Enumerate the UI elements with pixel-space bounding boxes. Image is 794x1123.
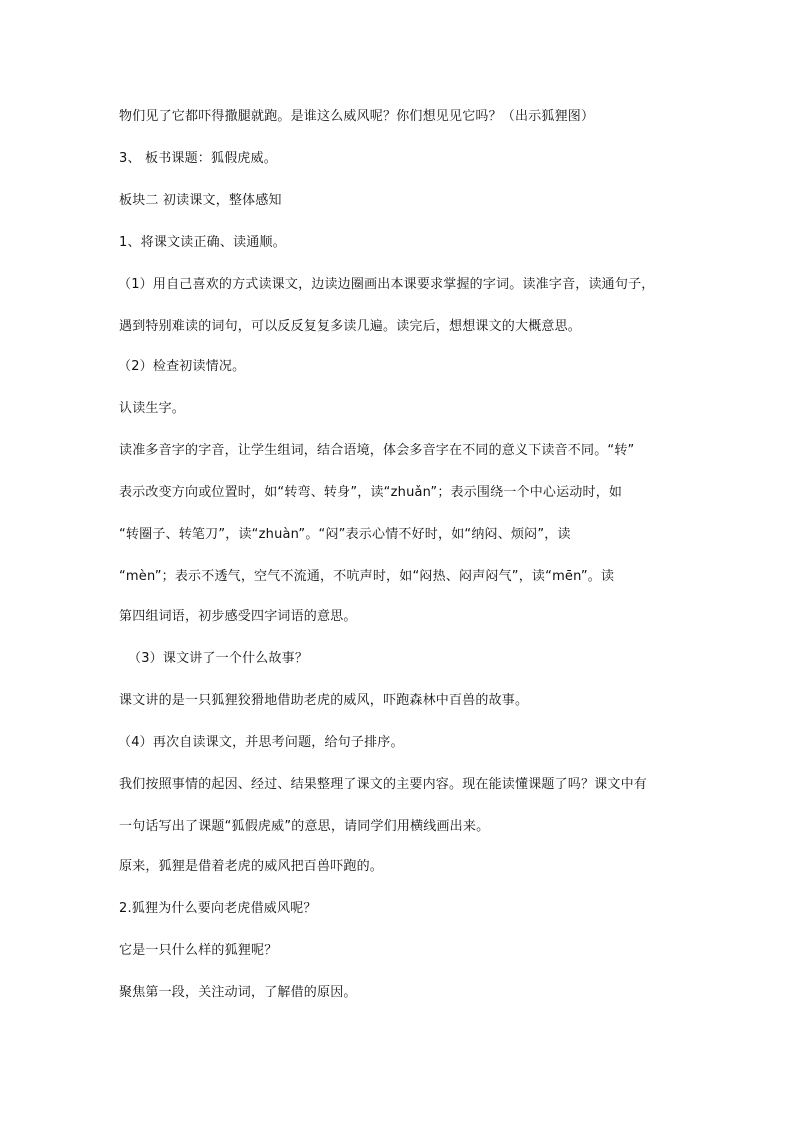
text-line-18: 一句话写出了课题“狐假虎威”的意思，请同学们用横线画出来。: [119, 819, 490, 834]
text-line-22: 聚焦第一段，关注动词，了解借的原因。: [119, 985, 357, 1000]
text-line-19: 原来，狐狸是借着老虎的威风把百兽吓跑的。: [119, 859, 384, 874]
text-line-6: 遇到特别难读的词句，可以反反复复多读几遍。读完后，想想课文的大概意思。: [119, 319, 582, 334]
text-line-21: 它是一只什么样的狐狸呢？: [119, 943, 278, 958]
text-line-10: 表示改变方向或位置时，如“转弯、转身”，读“zhuǎn”；表示围绕一个中心运动时，如: [119, 485, 623, 500]
text-line-17: 我们按照事情的起因、经过、结果整理了课文的主要内容。现在能读懂课题了吗？课文中有: [119, 777, 648, 792]
text-line-16: （4）再次自读课文，并思考问题，给句子排序。: [118, 735, 404, 750]
text-line-2: 3、 板书课题：狐假虎威。: [119, 151, 278, 166]
text-line-8: 认读生字。: [119, 401, 186, 416]
text-line-9: 读准多音字的字音，让学生组词，结合语境，体会多音字在不同的意义下读音不同。“转”: [119, 443, 635, 458]
text-line-14: （3）课文讲了一个什么故事？: [128, 651, 309, 666]
text-line-15: 课文讲的是一只狐狸狡猾地借助老虎的威风，吓跑森林中百兽的故事。: [119, 693, 529, 708]
step-heading-2: 2.狐狸为什么要向老虎借威风呢？: [119, 901, 317, 916]
text-line-12: “mèn”；表示不透气，空气不流通，不吭声时，如“闷热、闷声闷气”，读“mēn”。读: [119, 569, 615, 584]
section-heading: 板块二 初读课文，整体感知: [119, 193, 282, 208]
text-line-5: （1）用自己喜欢的方式读课文，边读边圈画出本课要求掌握的字词。读准字音，读通句子，: [118, 277, 655, 292]
text-line-7: （2）检查初读情况。: [118, 359, 246, 374]
step-heading-1: 1、将课文读正确、读通顺。: [119, 235, 286, 250]
text-line-11: “转圈子、转笔刀”，读“zhuàn”。“闷”表示心情不好时，如“纳闷、烦闷”，读: [119, 527, 571, 542]
text-line-1: 物们见了它都吓得撒腿就跑。是谁这么威风呢？你们想见见它吗？（出示狐狸图）: [119, 109, 595, 124]
text-line-13: 第四组词语，初步感受四字词语的意思。: [119, 609, 357, 624]
